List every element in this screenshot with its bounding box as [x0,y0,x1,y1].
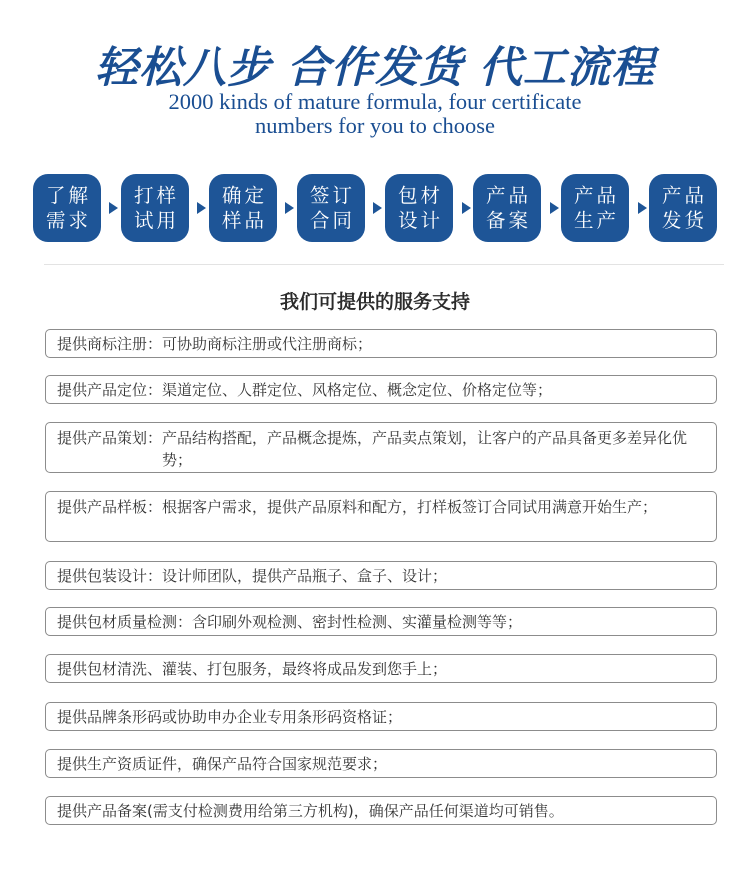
arrow-right-icon [197,202,206,214]
service-text: 渠道定位、人群定位、风格定位、概念定位、价格定位等； [162,380,553,399]
service-label: 提供产品策划： [57,429,163,447]
step-label-top: 签订 [309,184,355,207]
service-text: 含印刷外观检测、密封性检测、实灌量检测等等； [192,612,523,631]
arrow-right-icon [550,202,559,214]
step-7-production [561,174,629,242]
step-8-shipping [649,174,717,242]
step-4-sign-contract [297,174,365,242]
service-item-filling-packing [45,654,717,683]
step-label-top: 产品 [573,184,619,207]
service-item-filing [45,796,717,825]
service-item-positioning [45,375,717,404]
step-5-packaging-design [385,174,453,242]
service-text: 设计师团队，提供产品瓶子、盒子、设计； [162,566,448,585]
step-3-confirm-sample [209,174,277,242]
step-label-top: 了解 [45,184,91,207]
service-label: 提供商标注册： [57,334,163,353]
service-text: 提供产品备案(需支付检测费用给第三方机构)，确保产品任何渠道均可销售。 [57,801,564,820]
service-item-quality-inspection [45,607,717,636]
service-item-planning [45,422,717,473]
step-label-bottom: 发货 [661,209,707,232]
service-text: 提供生产资质证件，确保产品符合国家规范要求； [57,754,388,773]
step-label-bottom: 需求 [45,209,91,232]
arrow-right-icon [109,202,118,214]
service-label: 提供产品定位： [57,380,163,399]
process-steps [33,174,723,242]
step-label-top: 打样 [133,184,179,207]
page-title: 轻松八步 合作发货 代工流程 [95,43,655,93]
subtitle-line-1: 2000 kinds of mature formula, four certificate [168,89,582,114]
service-item-qualification [45,749,717,778]
step-label-bottom: 备案 [485,209,531,232]
service-label: 提供包装设计： [57,566,163,585]
step-6-product-filing [473,174,541,242]
step-label-top: 包材 [397,184,443,207]
page-subtitle [0,90,750,138]
subtitle-line-2: numbers for you to choose [255,113,495,138]
services-title: 我们可提供的服务支持 [279,291,470,313]
service-item-trademark [45,329,717,358]
service-text: 提供品牌条形码或协助申办企业专用条形码资格证； [57,707,403,726]
service-item-package-design [45,561,717,590]
service-text: 可协助商标注册或代注册商标； [162,334,373,353]
arrow-right-icon [462,202,471,214]
divider [44,264,724,265]
arrow-right-icon [638,202,647,214]
step-label-bottom: 设计 [397,209,443,232]
service-text: 提供包材清洗、灌装、打包服务，最终将成品发到您手上； [57,659,448,678]
step-2-sample-trial [121,174,189,242]
service-text: 产品结构搭配，产品概念提炼，产品卖点策划，让客户的产品具备更多差异化优势； [162,429,688,469]
step-label-top: 产品 [485,184,531,207]
service-item-sample [45,491,717,542]
service-label: 提供包材质量检测： [57,612,193,631]
step-1-understand-needs [33,174,101,242]
step-label-bottom: 样品 [221,209,267,232]
service-label: 提供产品样板： [57,498,163,516]
step-label-top: 确定 [221,184,267,207]
service-item-barcode [45,702,717,731]
arrow-right-icon [373,202,382,214]
service-text: 根据客户需求，提供产品原料和配方，打样板签订合同试用满意开始生产； [162,498,658,516]
arrow-right-icon [285,202,294,214]
step-label-top: 产品 [661,184,707,207]
step-label-bottom: 试用 [133,209,179,232]
step-label-bottom: 合同 [309,209,355,232]
step-label-bottom: 生产 [573,209,619,232]
